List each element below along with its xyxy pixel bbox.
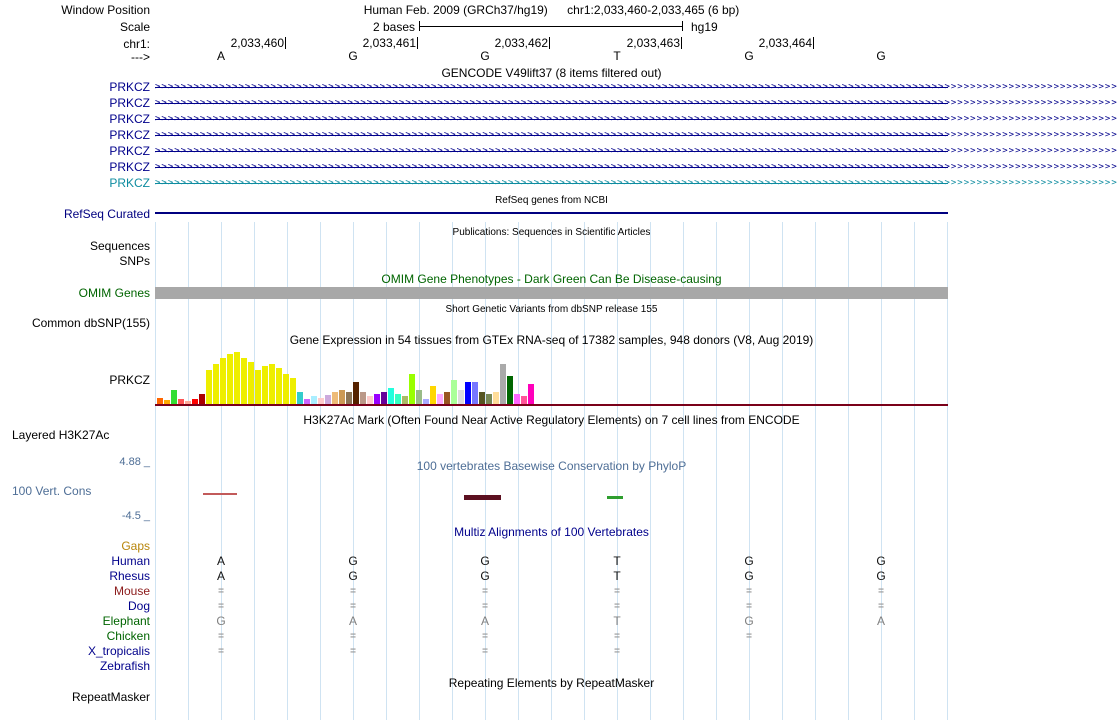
strand-arrow-glyphs: >>>>>>>>>>>>>>>>>>>>>>>>>>>>>>>>>>>>>>>>>>>>>>>>>>>>>>>>>>>>>>>>>>>>>>>>>>>>>>>>>>>>>>>>>>>>>>>>>>>>>>>>>>>>>>>>>>>>>>>>>>>>>>>>>>>>>>>>>>>>>>>>>>>>>> [155,146,1118,156]
alignment-base: A [216,554,225,568]
alignment-base: = [482,646,488,657]
conservation-track-label[interactable]: 100 Vert. Cons [12,484,92,498]
gtex-tissue-bar [339,390,345,404]
alignment-base: = [614,631,620,642]
gencode-transcript-label[interactable]: PRKCZ [109,160,150,174]
conservation-signal [203,493,237,495]
h3k27ac-track-title: H3K27Ac Mark (Often Found Near Active Regulatory Elements) on 7 cell lines from ENCODE [303,413,800,427]
gtex-tissue-bar [346,392,352,404]
dbsnp-track-title: Short Genetic Variants from dbSNP release 155 [445,304,658,315]
gtex-tissue-bar [269,364,275,404]
gtex-tissue-bar [479,392,485,404]
gencode-transcript-row[interactable] [0,80,1118,95]
transcript-strand-arrows[interactable] [155,176,1118,191]
gencode-transcript-row[interactable] [0,128,1118,143]
strand-arrow-glyphs: >>>>>>>>>>>>>>>>>>>>>>>>>>>>>>>>>>>>>>>>>>>>>>>>>>>>>>>>>>>>>>>>>>>>>>>>>>>>>>>>>>>>>>>>>>>>>>>>>>>>>>>>>>>>>>>>>>>>>>>>>>>>>>>>>>>>>>>>>>>>>>>>>>>>>> [155,114,1118,124]
alignment-base: = [614,586,620,597]
gtex-tissue-bar [514,394,520,404]
gtex-tissue-bar [409,374,415,404]
scale-bar-right-tick [682,21,683,31]
conservation-max-value: 4.88 _ [119,456,150,468]
gencode-transcript-row[interactable] [0,176,1118,191]
gtex-tissue-bar [325,395,331,404]
ruler-base: G [744,49,754,63]
gtex-tissue-bar [528,384,534,404]
gencode-transcript-row[interactable] [0,96,1118,111]
gtex-tissue-bar [402,396,408,404]
gtex-tissue-bar [465,382,471,404]
alignment-base: G [216,614,226,628]
gtex-tissue-bar [199,394,205,404]
gencode-transcript-label[interactable]: PRKCZ [109,176,150,190]
gencode-transcript-label[interactable]: PRKCZ [109,80,150,94]
alignment-base: G [480,569,490,583]
multiz-species-row[interactable] [0,614,950,629]
gtex-tissue-bar [297,392,303,404]
gtex-tissue-bar [213,364,219,404]
gencode-transcript-row[interactable] [0,144,1118,159]
gtex-tissue-bar [360,392,366,404]
multiz-species-label[interactable]: Elephant [102,614,150,628]
multiz-species-label[interactable]: Zebrafish [99,659,150,673]
alignment-base: = [350,601,356,612]
alignment-base: = [218,646,224,657]
transcript-strand-arrows[interactable] [155,128,1118,143]
gtex-tissue-bar [227,354,233,404]
alignment-base: T [613,614,621,628]
gtex-tissue-bar [311,396,317,404]
transcript-strand-arrows[interactable] [155,160,1118,175]
position-range: chr1:2,033,460-2,033,465 (6 bp) [567,3,740,17]
ruler-base: A [216,49,225,63]
strand-arrow-glyphs: >>>>>>>>>>>>>>>>>>>>>>>>>>>>>>>>>>>>>>>>>>>>>>>>>>>>>>>>>>>>>>>>>>>>>>>>>>>>>>>>>>>>>>>>>>>>>>>>>>>>>>>>>>>>>>>>>>>>>>>>>>>>>>>>>>>>>>>>>>>>>>>>>>>>>> [155,98,1118,108]
gtex-tissue-bar [444,392,450,404]
gtex-baseline [155,404,948,406]
gencode-transcript-row[interactable] [0,160,1118,175]
gtex-tissue-bar [367,396,373,404]
alignment-base: = [746,631,752,642]
multiz-species-row[interactable] [0,539,950,554]
ruler-coordinate[interactable]: 2,033,464 [701,37,814,49]
alignment-base: = [482,601,488,612]
chrom-label: chr1: [123,37,150,51]
multiz-track-title: Multiz Alignments of 100 Vertebrates [454,525,649,539]
gencode-transcript-label[interactable]: PRKCZ [109,112,150,126]
gtex-tissue-bar [241,358,247,404]
gtex-track-title: Gene Expression in 54 tissues from GTEx RNA-seq of 17382 samples, 948 donors (V8, Aug 2019) [289,333,814,347]
alignment-base: G [348,569,358,583]
ruler-base: T [613,49,621,63]
gtex-tissue-bar [353,382,359,404]
alignment-base: = [350,646,356,657]
multiz-species-row[interactable] [0,599,950,614]
alignment-base: A [216,569,225,583]
gencode-transcript-label[interactable]: PRKCZ [109,96,150,110]
conservation-signal [607,496,623,499]
gtex-bars[interactable] [155,352,948,404]
scale-label: Scale [119,20,150,34]
multiz-species-label[interactable]: Rhesus [109,569,150,583]
multiz-species-label[interactable]: Chicken [106,629,150,643]
scale-bar-left-tick [419,21,420,31]
gtex-tissue-bar [507,376,513,404]
alignment-base: = [350,631,356,642]
gtex-tissue-bar [276,368,282,404]
alignment-base: = [614,646,620,657]
gtex-tissue-bar [248,362,254,404]
alignment-base: = [218,601,224,612]
publications-track-title: Publications: Sequences in Scientific Articles [452,227,651,238]
alignment-base: T [613,554,621,568]
gtex-gene-label[interactable]: PRKCZ [109,373,150,387]
multiz-species-label[interactable]: Human [111,554,150,568]
gtex-tissue-bar [416,390,422,404]
transcript-strand-arrows[interactable] [155,80,1118,95]
gencode-transcript-row[interactable] [0,112,1118,127]
gtex-tissue-bar [472,382,478,404]
gencode-transcript-label[interactable]: PRKCZ [109,144,150,158]
ruler-base: G [348,49,358,63]
alignment-base: = [218,631,224,642]
gtex-tissue-bar [262,366,268,404]
gtex-tissue-bar [381,392,387,404]
strand-arrow-glyphs: >>>>>>>>>>>>>>>>>>>>>>>>>>>>>>>>>>>>>>>>>>>>>>>>>>>>>>>>>>>>>>>>>>>>>>>>>>>>>>>>>>>>>>>>>>>>>>>>>>>>>>>>>>>>>>>>>>>>>>>>>>>>>>>>>>>>>>>>>>>>>>>>>>>>>> [155,162,1118,172]
gtex-tissue-bar [206,370,212,404]
scale-value: 2 bases [372,20,415,34]
strand-arrow-glyphs: >>>>>>>>>>>>>>>>>>>>>>>>>>>>>>>>>>>>>>>>>>>>>>>>>>>>>>>>>>>>>>>>>>>>>>>>>>>>>>>>>>>>>>>>>>>>>>>>>>>>>>>>>>>>>>>>>>>>>>>>>>>>>>>>>>>>>>>>>>>>>>>>>>>>>> [155,178,1118,188]
multiz-species-label[interactable]: Gaps [121,539,150,553]
gtex-tissue-bar [290,378,296,404]
multiz-species-label[interactable]: Mouse [113,584,150,598]
assembly-name: Human Feb. 2009 (GRCh37/hg19) [363,3,548,17]
alignment-base: = [746,601,752,612]
gtex-tissue-bar [521,396,527,404]
gtex-tissue-bar [220,358,226,404]
repeatmasker-track-title: Repeating Elements by RepeatMasker [448,676,655,690]
strand-arrow-glyphs: >>>>>>>>>>>>>>>>>>>>>>>>>>>>>>>>>>>>>>>>>>>>>>>>>>>>>>>>>>>>>>>>>>>>>>>>>>>>>>>>>>>>>>>>>>>>>>>>>>>>>>>>>>>>>>>>>>>>>>>>>>>>>>>>>>>>>>>>>>>>>>>>>>>>>> [155,82,1118,92]
transcript-strand-arrows[interactable] [155,112,1118,127]
gtex-tissue-bar [332,392,338,404]
multiz-species-row[interactable] [0,569,950,584]
gtex-tissue-bar [388,388,394,404]
conservation-signal [464,495,501,500]
alignment-base: G [744,614,754,628]
alignment-base: = [878,601,884,612]
transcript-strand-arrows[interactable] [155,96,1118,111]
strand-arrow-glyphs: >>>>>>>>>>>>>>>>>>>>>>>>>>>>>>>>>>>>>>>>>>>>>>>>>>>>>>>>>>>>>>>>>>>>>>>>>>>>>>>>>>>>>>>>>>>>>>>>>>>>>>>>>>>>>>>>>>>>>>>>>>>>>>>>>>>>>>>>>>>>>>>>>>>>>> [155,130,1118,140]
h3k27ac-track-label[interactable]: Layered H3K27Ac [12,428,110,442]
gtex-tissue-bar [374,394,380,404]
ruler-base: G [480,49,490,63]
refseq-track-title: RefSeq genes from NCBI [495,195,608,206]
alignment-base: = [482,586,488,597]
gtex-tissue-bar [430,386,436,404]
multiz-species-row[interactable] [0,629,950,644]
gtex-tissue-bar [493,392,499,404]
gtex-tissue-bar [283,374,289,404]
ruler-coordinate[interactable]: 2,033,460 [173,37,286,49]
alignment-base: = [746,586,752,597]
window-position-value [155,3,948,17]
omim-track-title: OMIM Gene Phenotypes - Dark Green Can Be Disease-causing [381,272,722,286]
gtex-tissue-bar [500,364,506,404]
alignment-base: = [218,586,224,597]
alignment-base: A [348,614,357,628]
conservation-track-title: 100 vertebrates Basewise Conservation by PhyloP [416,459,687,473]
snps-track-label[interactable]: SNPs [119,254,150,268]
refseq-curated-label[interactable]: RefSeq Curated [63,207,150,221]
alignment-base: G [744,569,754,583]
multiz-species-row[interactable] [0,554,950,569]
gtex-tissue-bar [486,394,492,404]
gtex-tissue-bar [458,390,464,404]
multiz-species-label[interactable]: Dog [127,599,150,613]
alignment-base: G [744,554,754,568]
ruler-coordinate[interactable]: 2,033,463 [569,37,682,49]
gtex-tissue-bar [255,370,261,404]
alignment-base: = [878,586,884,597]
alignment-base: = [482,631,488,642]
multiz-species-row[interactable] [0,644,950,659]
alignment-base: A [480,614,489,628]
transcript-strand-arrows[interactable] [155,144,1118,159]
alignment-base: A [876,614,885,628]
alignment-base: T [613,569,621,583]
scale-bar [419,26,683,27]
omim-genes-label[interactable]: OMIM Genes [78,286,150,300]
strand-arrow-label: ---> [131,50,150,64]
repeatmasker-track-label[interactable]: RepeatMasker [71,690,150,704]
window-position-label: Window Position [61,3,150,17]
multiz-species-row[interactable] [0,584,950,599]
gencode-track-title: GENCODE V49lift37 (8 items filtered out) [441,66,662,80]
conservation-min-value: -4.5 _ [121,510,150,522]
ruler-coordinate[interactable]: 2,033,461 [305,37,418,49]
gtex-tissue-bar [395,394,401,404]
gtex-tissue-bar [171,390,177,404]
multiz-species-label[interactable]: X_tropicalis [87,644,150,658]
alignment-base: = [350,586,356,597]
alignment-base: G [876,554,886,568]
omim-gene-item[interactable] [155,287,948,299]
gtex-tissue-bar [451,380,457,404]
gencode-transcript-label[interactable]: PRKCZ [109,128,150,142]
sequences-track-label[interactable]: Sequences [89,239,150,253]
gtex-tissue-bar [234,352,240,404]
alignment-base: G [348,554,358,568]
multiz-species-row[interactable] [0,659,950,674]
ruler-coordinate[interactable]: 2,033,462 [437,37,550,49]
alignment-base: G [480,554,490,568]
ruler-base: G [876,49,886,63]
refseq-curated-item[interactable] [155,212,948,214]
alignment-base: = [614,601,620,612]
alignment-base: G [876,569,886,583]
dbsnp-track-label[interactable]: Common dbSNP(155) [31,316,150,330]
scale-assembly-label: hg19 [691,20,718,34]
gtex-tissue-bar [437,394,443,404]
